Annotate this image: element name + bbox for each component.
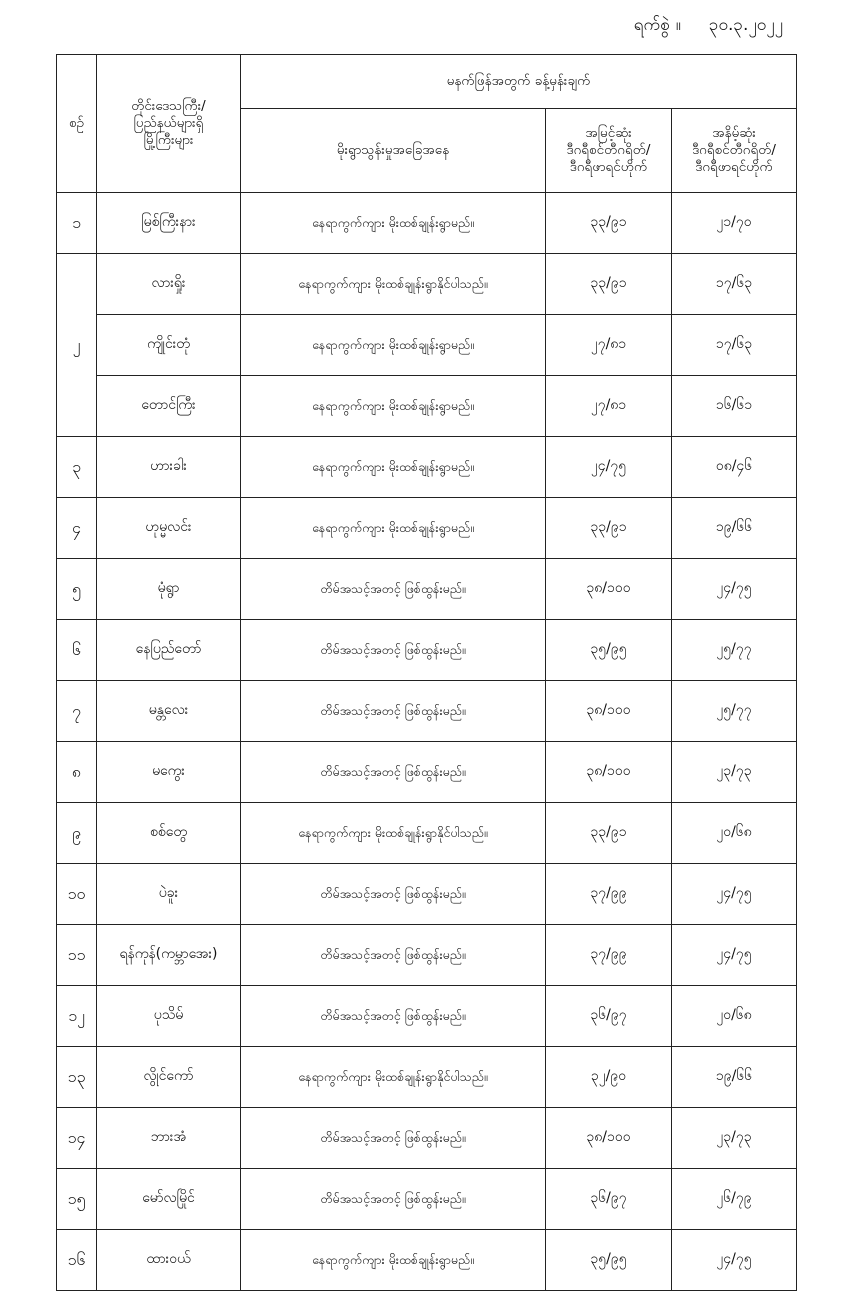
serial-number-cell: ၃ [57,437,97,498]
max-temperature-cell: ၃၆/၉၇ [546,986,672,1047]
serial-number-cell: ၁၂ [57,986,97,1047]
min-temperature-cell: ၂၄/၇၅ [672,925,797,986]
max-temperature-cell: ၃၃/၉၁ [546,193,672,254]
city-name-cell: စစ်တွေ [97,803,241,864]
serial-number-cell: ၁ [57,193,97,254]
serial-number-cell: ၁၃ [57,1047,97,1108]
header-min-line: ဒီဂရီဖာရင်ဟိုက် [695,158,773,175]
city-name-cell: ဟားခါး [97,437,241,498]
max-temperature-cell: ၃၂/၉၀ [546,1047,672,1108]
rain-condition-cell: နေရာကွက်ကျား မိုးထစ်ချုန်းရွာမည်။ [241,498,546,559]
serial-number-cell: ၅ [57,559,97,620]
min-temperature-cell: ၂၄/၇၅ [672,1230,797,1291]
header-max-temperature [546,109,672,193]
serial-number-cell: ၇ [57,681,97,742]
min-temperature-cell: ၂၅/၇၇ [672,620,797,681]
rain-condition-cell: တိမ်အသင့်အတင့် ဖြစ်ထွန်းမည်။ [241,864,546,925]
city-name-cell: ထားဝယ် [97,1230,241,1291]
rain-condition-cell: နေရာကွက်ကျား မိုးထစ်ချုန်းရွာမည်။ [241,437,546,498]
city-name-cell: မြစ်ကြီးနား [97,193,241,254]
table-row [57,803,797,864]
min-temperature-cell: ၂၁/၇၀ [672,193,797,254]
header-max-line: ဒီဂရီစင်တီဂရိတ်/ [566,142,651,159]
max-temperature-cell: ၃၈/၁၀၀ [546,559,672,620]
table-row [57,193,797,254]
table-row [57,254,797,315]
city-name-cell: လားရှိုး [97,254,241,315]
table-row [57,864,797,925]
serial-number-cell: ၆ [57,620,97,681]
max-temperature-cell: ၃၈/၁၀၀ [546,742,672,803]
table-row [57,437,797,498]
max-temperature-cell: ၂၄/၇၅ [546,437,672,498]
table-row [57,1169,797,1230]
rain-condition-cell: နေရာကွက်ကျား မိုးထစ်ချုန်းရွာနိုင်ပါသည်။ [241,254,546,315]
min-temperature-cell: ၁၆/၆၁ [672,376,797,437]
table-body [57,193,797,1291]
rain-condition-cell: နေရာကွက်ကျား မိုးထစ်ချုန်းရွာနိုင်ပါသည်။ [241,803,546,864]
min-temperature-cell: ၁၉/၆၆ [672,1047,797,1108]
header-city-line: မြို့ကြီးများ [143,131,194,148]
city-name-cell: ကျိုင်းတုံ [97,315,241,376]
serial-number-cell: ၁၅ [57,1169,97,1230]
table-row [57,681,797,742]
min-temperature-cell: ၂၄/၇၅ [672,864,797,925]
table-row [57,620,797,681]
min-temperature-cell: ၁၇/၆၃ [672,254,797,315]
max-temperature-cell: ၃၃/၉၁ [546,803,672,864]
rain-condition-cell: တိမ်အသင့်အတင့် ဖြစ်ထွန်းမည်။ [241,1108,546,1169]
header-city-line: တိုင်းဒေသကြီး/ [131,98,206,115]
table-row [57,986,797,1047]
max-temperature-cell: ၃၇/၉၉ [546,925,672,986]
max-temperature-cell: ၃၅/၉၅ [546,1230,672,1291]
city-name-cell: ရန်ကုန်(ကမ္ဘာအေး) [97,925,241,986]
header-min-line: ဒီဂရီစင်တီဂရိတ်/ [692,142,776,159]
table-row [57,1047,797,1108]
max-temperature-cell: ၃၈/၁၀၀ [546,681,672,742]
table-row [57,559,797,620]
header-min-line: အနိမ့်ဆုံး [712,125,756,142]
city-name-cell: တောင်ကြီး [97,376,241,437]
rain-condition-cell: တိမ်အသင့်အတင့် ဖြစ်ထွန်းမည်။ [241,620,546,681]
rain-condition-cell: တိမ်အသင့်အတင့် ဖြစ်ထွန်းမည်။ [241,681,546,742]
rain-condition-cell: နေရာကွက်ကျား မိုးထစ်ချုန်းရွာမည်။ [241,376,546,437]
header-max-line: အမြင့်ဆုံး [585,125,632,142]
max-temperature-cell: ၃၆/၉၇ [546,1169,672,1230]
max-temperature-cell: ၃၇/၉၉ [546,864,672,925]
city-name-cell: မော်လမြိုင် [97,1169,241,1230]
max-temperature-cell: ၃၈/၁၀၀ [546,1108,672,1169]
max-temperature-cell: ၃၃/၉၁ [546,498,672,559]
date-separator: ။ [675,15,681,35]
rain-condition-cell: နေရာကွက်ကျား မိုးထစ်ချုန်းရွာမည်။ [241,315,546,376]
city-name-cell: ဘားအံ [97,1108,241,1169]
serial-number-cell: ၁၆ [57,1230,97,1291]
min-temperature-cell: ၂၀/၆၈ [672,986,797,1047]
min-temperature-cell: ၂၃/၇၃ [672,742,797,803]
city-name-cell: ပဲခူး [97,864,241,925]
max-temperature-cell: ၃၃/၉၁ [546,254,672,315]
city-name-cell: လွိုင်ကော် [97,1047,241,1108]
city-name-cell: မကွေး [97,742,241,803]
min-temperature-cell: ၂၀/၆၈ [672,803,797,864]
max-temperature-cell: ၃၅/၉၅ [546,620,672,681]
city-name-cell: နေပြည်တော် [97,620,241,681]
header-city-line: ပြည်နယ်များရှိ [133,115,204,132]
table-header [57,55,797,193]
city-name-cell: မုံရွာ [97,559,241,620]
rain-condition-cell: နေရာကွက်ကျား မိုးထစ်ချုန်းရွာမည်။ [241,1230,546,1291]
serial-number-cell: ၁၀ [57,864,97,925]
table-row [57,315,797,376]
max-temperature-cell: ၂၇/၈၁ [546,376,672,437]
serial-number-cell: ၁၁ [57,925,97,986]
rain-condition-cell: နေရာကွက်ကျား မိုးထစ်ချုန်းရွာနိုင်ပါသည်။ [241,1047,546,1108]
report-date: ၃၀.၃.၂၀၂၂ [708,15,783,35]
serial-number-cell: ၄ [57,498,97,559]
header-forecast-group: မနက်ဖြန်အတွက် ခန့်မှန်းချက် [241,55,797,109]
header-serial-number: စဉ် [57,55,97,193]
min-temperature-cell: ၂၅/၇၇ [672,681,797,742]
rain-condition-cell: တိမ်အသင့်အတင့် ဖြစ်ထွန်းမည်။ [241,1169,546,1230]
min-temperature-cell: ၂၆/၇၉ [672,1169,797,1230]
table-row [57,1108,797,1169]
min-temperature-cell: ၁၇/၆၃ [672,315,797,376]
rain-condition-cell: တိမ်အသင့်အတင့် ဖြစ်ထွန်းမည်။ [241,742,546,803]
header-min-temperature [672,109,797,193]
min-temperature-cell: ၀၈/၄၆ [672,437,797,498]
table-row [57,925,797,986]
table-row [57,376,797,437]
rain-condition-cell: တိမ်အသင့်အတင့် ဖြစ်ထွန်းမည်။ [241,986,546,1047]
header-rain-condition: မိုးရွာသွန်းမှုအခြေအနေ [241,109,546,193]
serial-number-cell: ၈ [57,742,97,803]
min-temperature-cell: ၁၉/၆၆ [672,498,797,559]
table-row [57,498,797,559]
min-temperature-cell: ၂၄/၇၅ [672,559,797,620]
max-temperature-cell: ၂၇/၈၁ [546,315,672,376]
rain-condition-cell: တိမ်အသင့်အတင့် ဖြစ်ထွန်းမည်။ [241,559,546,620]
header-city [97,55,241,193]
city-name-cell: ဟုမ္မလင်း [97,498,241,559]
report-date-line [634,14,783,39]
min-temperature-cell: ၂၃/၇၃ [672,1108,797,1169]
rain-condition-cell: နေရာကွက်ကျား မိုးထစ်ချုန်းရွာမည်။ [241,193,546,254]
weather-forecast-table [56,54,797,1291]
date-label: ရက်စွဲ [633,15,670,35]
table-row [57,1230,797,1291]
serial-number-cell: ၂ [57,254,97,437]
table-row [57,742,797,803]
header-max-line: ဒီဂရီဖာရင်ဟိုက် [569,158,648,175]
city-name-cell: မန္တလေး [97,681,241,742]
serial-number-cell: ၁၄ [57,1108,97,1169]
rain-condition-cell: တိမ်အသင့်အတင့် ဖြစ်ထွန်းမည်။ [241,925,546,986]
city-name-cell: ပုသိမ် [97,986,241,1047]
serial-number-cell: ၉ [57,803,97,864]
